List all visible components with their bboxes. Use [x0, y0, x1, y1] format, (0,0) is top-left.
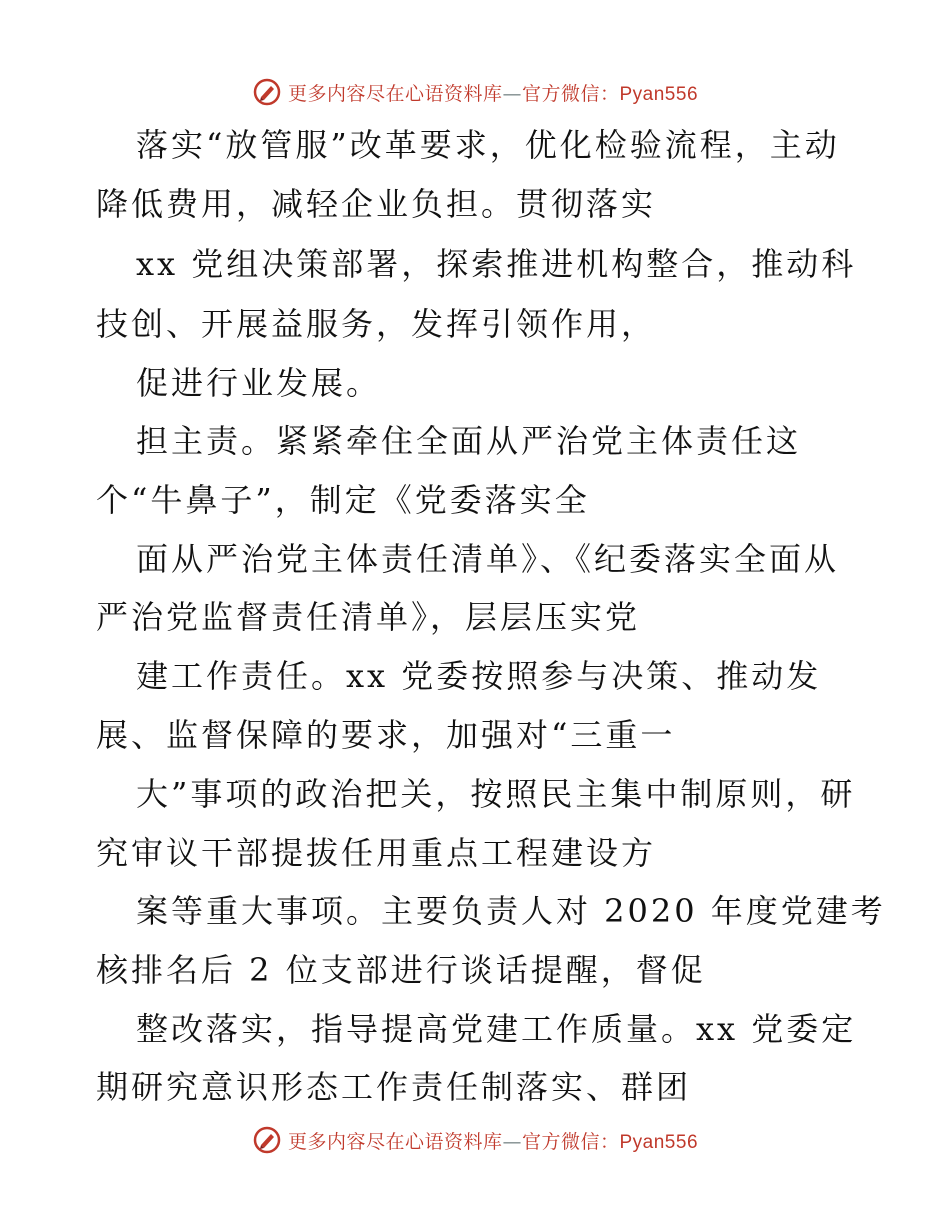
body-line: 技创、开展益服务，发挥引领作用，	[96, 305, 657, 343]
body-line: xx 党组决策部署，探索推进机构整合，推动科	[136, 245, 857, 283]
body-line: 严治党监督责任清单》，层层压实党	[96, 598, 641, 636]
body-line: 落实“放管服”改革要求，优化检验流程，主动	[136, 126, 840, 164]
pen-heart-logo-icon	[252, 1125, 282, 1155]
header-banner-handle: Pyan556	[619, 83, 699, 105]
footer-banner-text	[288, 1127, 698, 1154]
header-watermark-banner	[0, 72, 950, 112]
body-line: 大”事项的政治把关，按照民主集中制原则，研	[136, 775, 856, 813]
body-line: 案等重大事项。主要负责人对 2020 年度党建考	[136, 892, 886, 930]
body-line: 究审议干部提拔任用重点工程建设方	[96, 834, 657, 872]
footer-banner-handle: Pyan556	[619, 1131, 699, 1153]
footer-banner-main: 更多内容尽在心语资料库	[287, 1130, 503, 1153]
header-banner-separator: —	[502, 82, 522, 105]
body-line: 整改落实，指导提高党建工作质量。xx 党委定	[136, 1010, 857, 1048]
header-banner-main: 更多内容尽在心语资料库	[287, 82, 503, 105]
body-line: 担主责。紧紧牵住全面从严治党主体责任这	[136, 422, 802, 460]
body-line: 展、监督保障的要求，加强对“三重一	[96, 716, 676, 754]
body-line: 核排名后 2 位支部进行谈话提醒，督促	[96, 951, 706, 989]
body-line: 建工作责任。xx 党委按照参与决策、推动发	[136, 657, 822, 695]
pen-heart-logo-icon	[252, 77, 282, 107]
body-line: 降低费用，减轻企业负担。贯彻落实	[96, 185, 657, 223]
body-line: 促进行业发展。	[136, 364, 382, 402]
body-line: 个“牛鼻子”，制定《党委落实全	[96, 481, 590, 519]
footer-banner-account: 官方微信：	[521, 1130, 620, 1153]
header-banner-account: 官方微信：	[521, 82, 620, 105]
footer-banner-separator: —	[502, 1130, 522, 1153]
body-line: 面从严治党主体责任清单》、《纪委落实全面从	[136, 540, 840, 578]
body-line: 期研究意识形态工作责任制落实、群团	[96, 1068, 692, 1106]
header-banner-text	[288, 79, 698, 106]
footer-watermark-banner	[0, 1120, 950, 1160]
